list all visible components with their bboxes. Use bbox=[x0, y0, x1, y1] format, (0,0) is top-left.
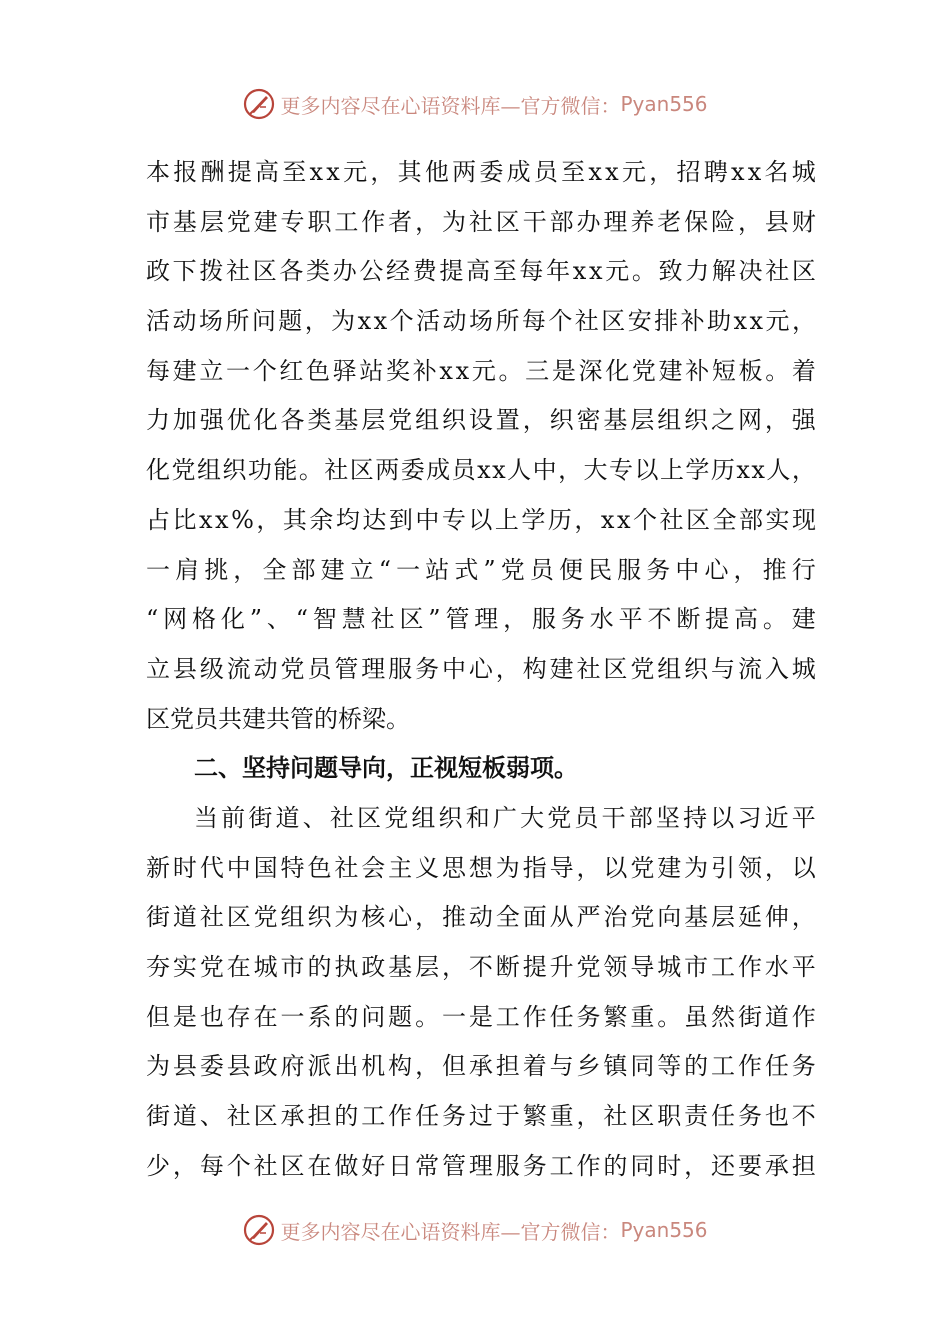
header-banner bbox=[0, 84, 950, 124]
text-line: 夯 实 党 在 城 市 的 执 政 基 层 ， 不 断 提 升 党 领 导 城 市 工 作 水 平 bbox=[146, 953, 816, 981]
quill-logo-icon bbox=[242, 1213, 276, 1247]
banner-handle: Pyan556 bbox=[620, 92, 708, 116]
text-line: 本 报 酬 提 高 至 x x 元 ， 其 他 两 委 成 员 至 x x 元 ， 招 聘 x x 名 城 bbox=[146, 158, 816, 186]
quill-logo-icon bbox=[242, 87, 276, 121]
text-line: 每 建 立 一 个 红 色 驿 站 奖 补 x x 元 。 三 是 深 化 党 建 补 短 板 。 着 bbox=[146, 356, 816, 385]
banner-text: 更多内容尽在心语资料库—官方微信： bbox=[280, 1219, 621, 1244]
text-line: 为 县 委 县 政 府 派 出 机 构 ， 但 承 担 着 与 乡 镇 同 等 的 工 作 任 务 bbox=[146, 1052, 816, 1081]
text-line: 但 是 也 存 在 一 系 的 问 题 。 一 是 工 作 任 务 繁 重 。 虽 然 街 道 作 bbox=[146, 1002, 816, 1031]
text-line: 政 下 拨 社 区 各 类 办 公 经 费 提 高 至 每 年 x x 元 。 致 力 解 决 社 区 bbox=[146, 257, 816, 286]
text-line: 活 动 场 所 问 题 ， 为 x x 个 活 动 场 所 每 个 社 区 安 排 补 助 x x 元 ， bbox=[146, 307, 816, 336]
text-line: 占 比 x x % ， 其 余 均 达 到 中 专 以 上 学 历 ， x x 个 社 区 全 部 实 现 bbox=[146, 505, 816, 534]
text-line: 化 党 组 织 功 能 。 社 区 两 委 成 员 x x 人 中 ， 大 专 以 上 学 历 x x 人 ， bbox=[146, 456, 816, 485]
footer-banner bbox=[0, 1210, 950, 1250]
text-line: 街 道 、 社 区 承 担 的 工 作 任 务 过 于 繁 重 ， 社 区 职 责 任 务 也 不 bbox=[146, 1102, 816, 1131]
banner-handle: Pyan556 bbox=[620, 1218, 708, 1242]
section-heading: 二、坚持问题导向，正视短板弱项。 bbox=[194, 754, 578, 783]
text-line: 少 ， 每 个 社 区 在 做 好 日 常 管 理 服 务 工 作 的 同 时 ， 还 要 承 担 bbox=[146, 1151, 816, 1180]
text-line: “ 网 格 化 ” 、 “ 智 慧 社 区 ” 管 理 ， 服 务 水 平 不 断 提 高 。 建 bbox=[146, 605, 816, 634]
text-line: 一 肩 挑 ， 全 部 建 立 “ 一 站 式 ” 党 员 便 民 服 务 中 心 ， 推 行 bbox=[146, 555, 816, 584]
document-body bbox=[146, 148, 816, 1191]
text-line: 立 县 级 流 动 党 员 管 理 服 务 中 心 ， 构 建 社 区 党 组 织 与 流 入 城 bbox=[146, 654, 816, 683]
text-line: 新 时 代 中 国 特 色 社 会 主 义 思 想 为 指 导 ， 以 党 建 为 引 领 ， 以 bbox=[146, 853, 816, 882]
text-line: 区党员共建共管的桥梁。 bbox=[146, 704, 410, 733]
text-line: 市 基 层 党 建 专 职 工 作 者 ， 为 社 区 干 部 办 理 养 老 保 险 ， 县 财 bbox=[146, 207, 816, 236]
text-line: 当 前 街 道 、 社 区 党 组 织 和 广 大 党 员 干 部 坚 持 以 习 近 平 bbox=[194, 803, 816, 832]
banner-text: 更多内容尽在心语资料库—官方微信： bbox=[280, 93, 621, 118]
text-line: 街 道 社 区 党 组 织 为 核 心 ， 推 动 全 面 从 严 治 党 向 基 层 延 伸 ， bbox=[146, 903, 816, 932]
text-line: 力 加 强 优 化 各 类 基 层 党 组 织 设 置 ， 织 密 基 层 组 织 之 网 ， 强 bbox=[146, 406, 816, 435]
